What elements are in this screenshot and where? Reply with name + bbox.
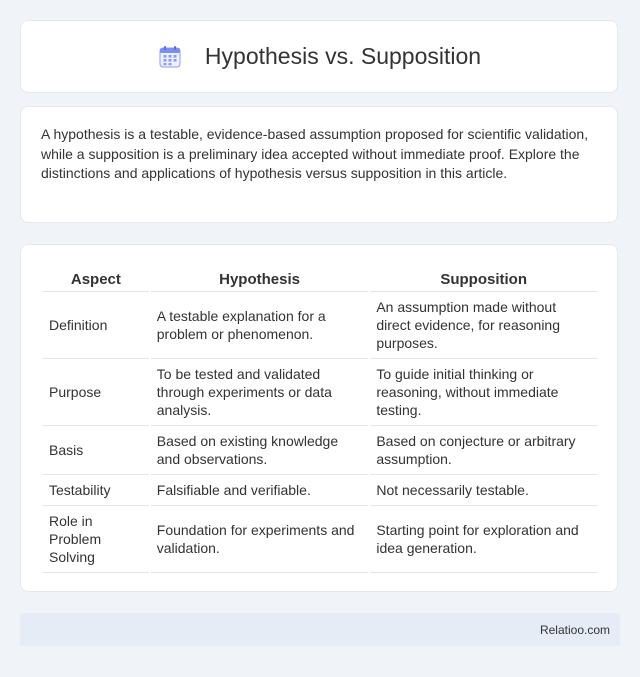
intro-text: A hypothesis is a testable, evidence-based assumption proposed for scientific validation, while a supposition is a preliminary idea accepted without immediate proof. Explore the distinctions and applications of hypothesis versus supposition in this article.: [41, 126, 589, 181]
supposition-cell: Starting point for exploration and idea generation.: [370, 506, 597, 573]
hypothesis-cell: Falsifiable and verifiable.: [151, 475, 369, 506]
aspect-cell: Testability: [43, 475, 149, 506]
comparison-card: [20, 244, 618, 592]
supposition-cell: Not necessarily testable.: [370, 475, 597, 506]
table-row: [43, 359, 597, 426]
hypothesis-cell: To be tested and validated through experiments or data analysis.: [151, 359, 369, 426]
aspect-cell: Role in Problem Solving: [43, 506, 149, 573]
header-hypothesis: Hypothesis: [151, 265, 369, 292]
table-header-row: [43, 265, 597, 292]
table-row: [43, 292, 597, 359]
page-title: Hypothesis vs. Supposition: [204, 43, 482, 69]
title-card: [20, 20, 618, 93]
table-row: [43, 506, 597, 573]
hypothesis-cell: Based on existing knowledge and observations.: [151, 426, 369, 475]
table-row: [43, 475, 597, 506]
supposition-cell: An assumption made without direct evidence, for reasoning purposes.: [370, 292, 597, 359]
comparison-table: [41, 265, 599, 573]
supposition-cell: To guide initial thinking or reasoning, without immediate testing.: [370, 359, 597, 426]
header-supposition: Supposition: [370, 265, 597, 292]
hypothesis-cell: Foundation for experiments and validation.: [151, 506, 369, 573]
footer: [20, 613, 620, 646]
header-aspect: Aspect: [43, 265, 149, 292]
table-row: [43, 426, 597, 475]
aspect-cell: Definition: [43, 292, 149, 359]
hypothesis-cell: A testable explanation for a problem or phenomenon.: [151, 292, 369, 359]
intro-card: [20, 106, 618, 223]
aspect-cell: Basis: [43, 426, 149, 475]
supposition-cell: Based on conjecture or arbitrary assumption.: [370, 426, 597, 475]
aspect-cell: Purpose: [43, 359, 149, 426]
calendar-icon: [157, 44, 183, 70]
footer-brand: Relatioo.com: [539, 622, 610, 637]
